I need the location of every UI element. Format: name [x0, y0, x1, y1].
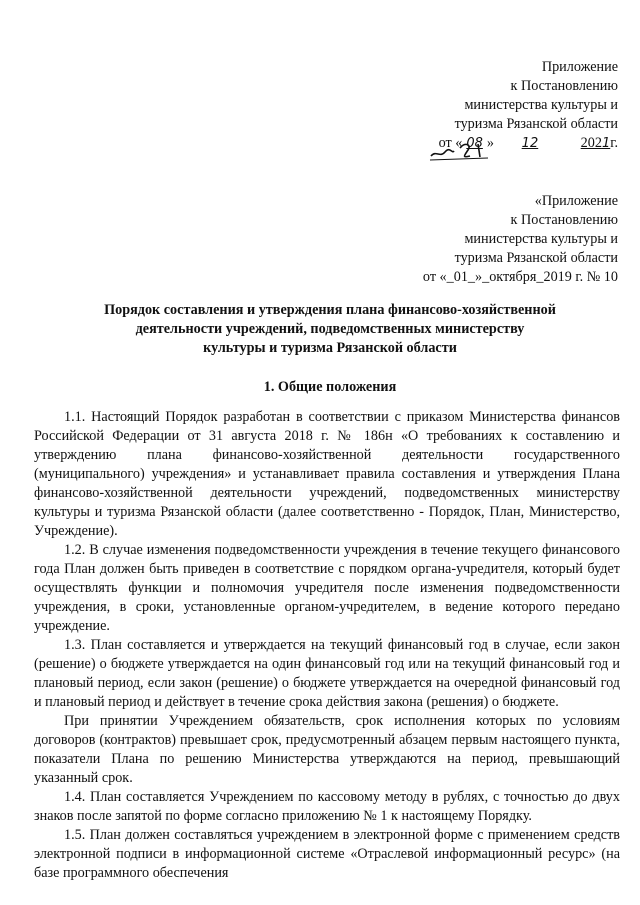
attachment-old-block	[423, 192, 618, 287]
attachment-new-line3: министерства культуры и	[464, 97, 618, 113]
paragraph-1-5: 1.5. План должен составляться учреждением в электронной форме с применением средств электронной подписи в информационной системе «Отраслевой информационный ресурс» (на базе программного обеспечения	[34, 827, 620, 881]
attachment-old-line1: «Приложение	[534, 193, 618, 209]
attachment-old-date: от «_01_»_октября_2019 г. № 10	[422, 269, 618, 285]
date-mid: »	[486, 135, 494, 151]
paragraph-1-3-b: При принятии Учреждением обязательств, срок исполнения которых по условиям договоров (контрактов) превышает срок, предусмотренный абзацем первым настоящего пункта, показатели Плана по решению Министерства утверждаются на период, превышающий указанный срок.	[34, 713, 620, 786]
handwritten-number-scribble	[428, 138, 498, 162]
month-line	[494, 134, 566, 153]
document-title	[40, 301, 620, 358]
section-heading: 1. Общие положения	[263, 379, 397, 395]
body-paragraphs	[34, 408, 620, 883]
attachment-new-line1: Приложение	[541, 59, 618, 75]
paragraph-1-1: 1.1. Настоящий Порядок разработан в соответствии с приказом Министерства финансов Российской Федерации от 31 августа 2018 г. № 186н «О требованиях к составлению и утверждению плана финансово-хозяйственной деятельности государственного (муниципального) учреждения» и устанавливает правила составления и утверждения Плана финансово-хозяйственной деятельности учреждений, подведомственных министерству культуры и туризма Рязанской области (далее соответственно - Порядок, План, Министерство, Учреждение).	[34, 409, 620, 539]
year-line	[566, 134, 602, 153]
handwritten-day: 08	[466, 136, 483, 151]
paragraph-1-2: 1.2. В случае изменения подведомственности учреждения в течение текущего финансового года План должен быть приведен в соответствие с порядком органа-учредителя, который будет осуществлять функции и полномочия учредителя после изменения подведомственности учреждения, в сроки, установленные органом-учредителем, в ведение которого передано учреждение.	[34, 542, 620, 634]
title-line3: культуры и туризма Рязанской области	[203, 340, 457, 356]
attachment-old-line4: туризма Рязанской области	[454, 250, 618, 266]
year-prefix: 202	[580, 135, 602, 151]
handwritten-year-digit: 1	[601, 136, 611, 151]
handwritten-month: 12	[521, 136, 539, 151]
handwritten-number	[428, 138, 498, 162]
attachment-new-line2: к Постановлению	[510, 78, 618, 94]
date-prefix: от «	[438, 135, 463, 151]
paragraph-1-3: 1.3. План составляется и утверждается на текущий финансовый год в случае, если закон (решение) о бюджете утверждается на один финансовый год или на текущий финансовый год и плановый период, если закон (решение) о бюджете утверждается на очередной финансовый год и плановый период и действует в течение срока действия закона (решения) о бюджете.	[34, 637, 620, 710]
attachment-old-line3: министерства культуры и	[464, 231, 618, 247]
attachment-old-line2: к Постановлению	[510, 212, 618, 228]
paragraph-1-4: 1.4. План составляется Учреждением по кассовому методу в рублях, с точностью до двух знаков после запятой по форме согласно приложению № 1 к настоящему Порядку.	[34, 789, 620, 824]
title-line2: деятельности учреждений, подведомственных министерству	[135, 321, 525, 337]
title-line1: Порядок составления и утверждения плана финансово-хозяйственной	[104, 302, 556, 318]
attachment-new-line4: туризма Рязанской области	[454, 116, 618, 132]
date-suffix: г.	[610, 135, 618, 151]
